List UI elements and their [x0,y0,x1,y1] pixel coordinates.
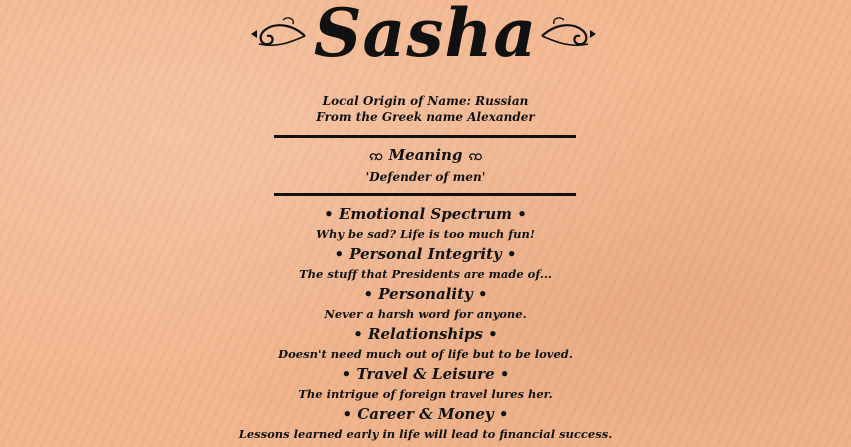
name-title: Sasha [313,0,538,72]
meaning-value: 'Defender of men' [365,170,486,184]
trait-text: Doesn't need much out of life but to be loved. [278,347,573,361]
meaning-heading [0,146,851,167]
trait-heading: • Relationships • [353,325,498,343]
trait-text: The intrigue of foreign travel lures her. [298,387,553,401]
origin-source-line: From the Greek name Alexander [316,110,535,124]
divider-top [274,135,576,138]
trait-heading: • Personality • [363,285,488,303]
trait-text: Lessons learned early in life will lead to financial success. [238,427,613,441]
trait-heading: • Personal Integrity • [334,245,517,263]
trait-text: Never a harsh word for anyone. [324,307,527,321]
trait-section [0,284,851,324]
trait-text: The stuff that Presidents are made of... [299,267,552,281]
trait-section [0,244,851,284]
swirl-right-icon: ꩡ [468,148,482,164]
trait-heading: • Travel & Leisure • [341,365,510,383]
trait-section [0,204,851,244]
trait-heading: • Emotional Spectrum • [324,205,527,223]
trait-section [0,324,851,364]
trait-heading: • Career & Money • [342,405,509,423]
trait-sections [0,204,851,444]
origin-block [0,93,851,125]
trait-text: Why be sad? Life is too much fun! [316,227,535,241]
trait-section [0,404,851,444]
divider-bottom [274,193,576,196]
meaning-heading-label: Meaning [388,146,463,164]
origin-line: Local Origin of Name: Russian [322,94,529,108]
trait-section [0,364,851,404]
swirl-left-icon: ꩡ [369,148,383,164]
